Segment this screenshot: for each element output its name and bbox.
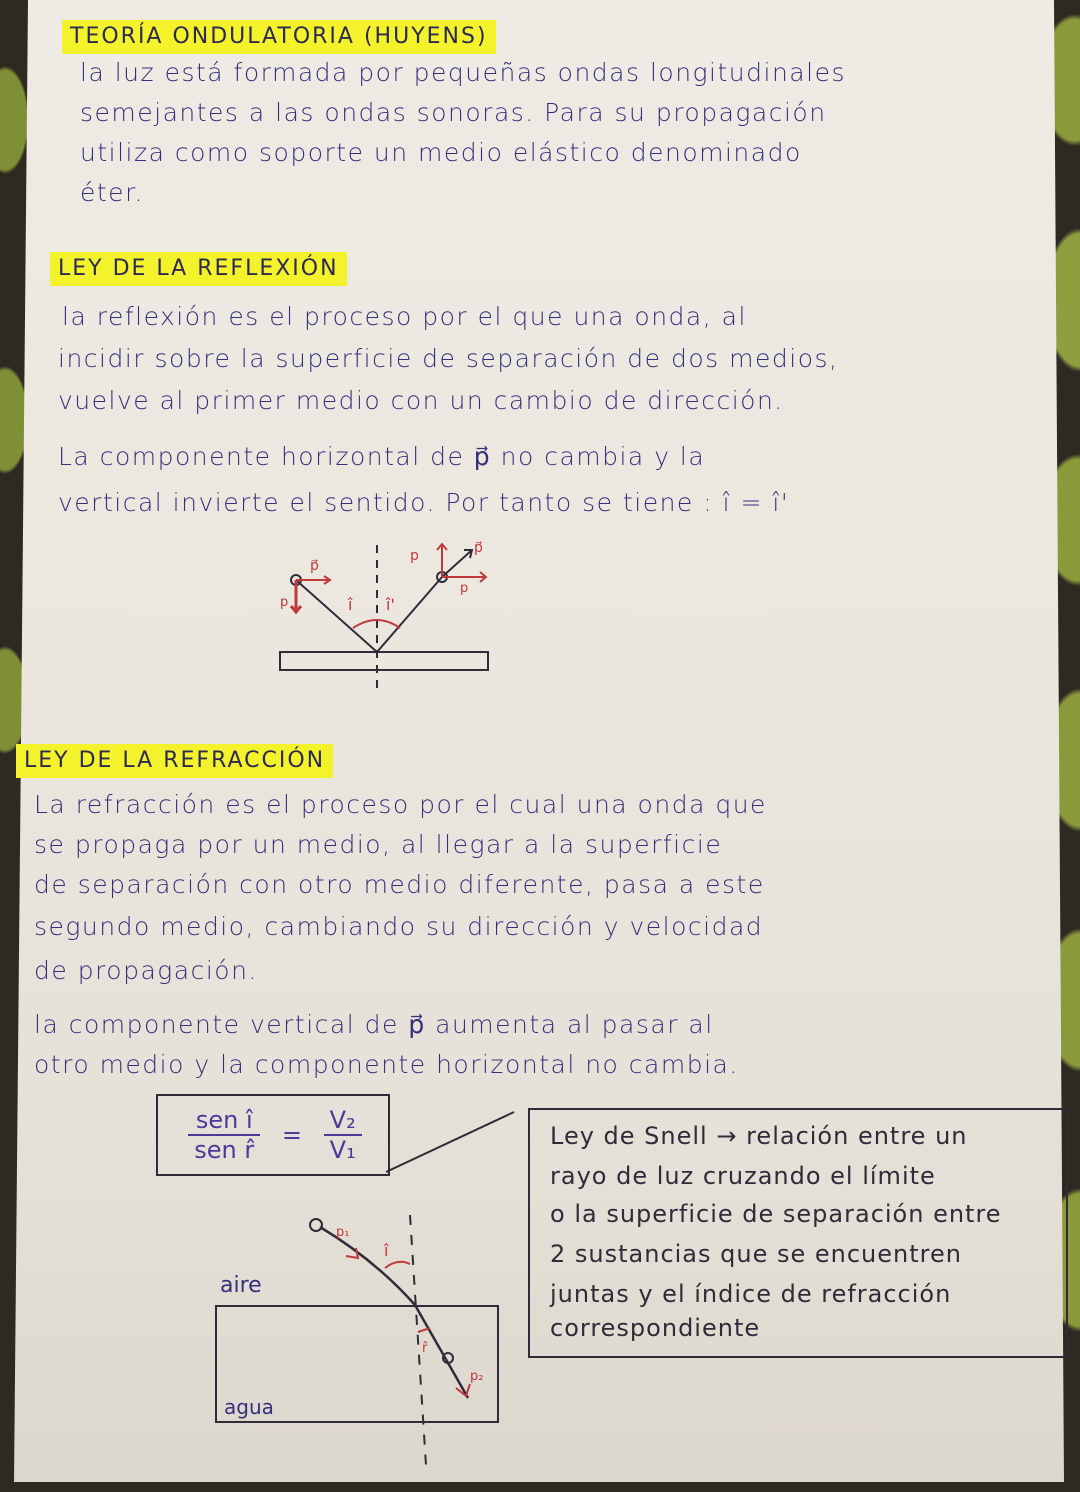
section-title-reflection-law: LEY DE LA REFLEXIÓN — [50, 252, 347, 286]
svg-text:î: î — [384, 1241, 389, 1260]
formula-denominator-sin-r: sen r̂ — [194, 1136, 255, 1164]
note-line: juntas y el índice de refracción — [550, 1280, 952, 1308]
svg-text:p₂: p₂ — [470, 1369, 484, 1384]
text-line: la luz está formada por pequeñas ondas longitudinales — [80, 58, 846, 87]
snell-law-note-box — [528, 1108, 1068, 1358]
svg-text:p: p — [460, 581, 469, 596]
text-line: la reflexión es el proceso por el que una onda, al — [62, 302, 747, 331]
snell-formula-box — [156, 1094, 390, 1176]
text-line: éter. — [80, 178, 144, 207]
text-line: la componente vertical de p⃗ aumenta al pasar al — [34, 1010, 714, 1039]
note-line: rayo de luz cruzando el límite — [550, 1162, 936, 1190]
section-title-wave-theory: TEORÍA ONDULATORIA (HUYENS) — [62, 20, 496, 54]
formula-numerator-v2: V₂ — [324, 1106, 362, 1136]
text-line: se propaga por un medio, al llegar a la superficie — [34, 830, 723, 859]
svg-text:r̂: r̂ — [422, 1341, 428, 1356]
text-line: otro medio y la componente horizontal no cambia. — [34, 1050, 739, 1079]
fraction-sines — [188, 1106, 260, 1164]
text-line: utiliza como soporte un medio elástico denominado — [80, 138, 802, 167]
svg-text:î: î — [348, 595, 353, 614]
note-line: 2 sustancias que se encuentren — [550, 1240, 962, 1268]
reflection-diagram — [250, 530, 530, 710]
svg-text:p₁: p₁ — [336, 1225, 350, 1240]
svg-text:p⃗: p⃗ — [310, 558, 319, 574]
text-line: semejantes a las ondas sonoras. Para su propagación — [80, 98, 827, 127]
text-line: incidir sobre la superficie de separación de dos medios, — [58, 344, 839, 373]
text-line: La refracción es el proceso por el cual una onda que — [34, 790, 767, 819]
text-line: vuelve al primer medio con un cambio de dirección. — [58, 386, 784, 415]
text-line: de propagación. — [34, 956, 258, 985]
svg-text:î': î' — [386, 595, 395, 614]
text-line: La componente horizontal de p⃗ no cambia y la — [58, 442, 706, 471]
text-line: vertical invierte el sentido. Por tanto se tiene : î = î' — [58, 488, 790, 517]
svg-text:p: p — [280, 595, 289, 610]
fraction-velocities — [324, 1106, 362, 1164]
formula-equals: = — [281, 1121, 303, 1149]
formula-numerator-sin-i: sen î — [188, 1106, 260, 1136]
connector-line — [386, 1110, 516, 1175]
snell-formula — [180, 1106, 370, 1164]
note-line: correspondiente — [550, 1314, 761, 1342]
svg-text:p: p — [410, 548, 419, 564]
refraction-diagram — [190, 1200, 520, 1480]
svg-text:p⃗: p⃗ — [474, 540, 483, 556]
note-line: Ley de Snell → relación entre un — [550, 1122, 968, 1150]
section-title-refraction-law: LEY DE LA REFRACCIÓN — [16, 744, 333, 778]
formula-denominator-v1: V₁ — [329, 1136, 356, 1164]
svg-text:agua: agua — [224, 1395, 274, 1419]
svg-text:aire: aire — [220, 1273, 262, 1298]
text-line: de separación con otro medio diferente, pasa a este — [34, 870, 765, 899]
note-line: o la superficie de separación entre — [550, 1200, 1002, 1228]
text-line: segundo medio, cambiando su dirección y velocidad — [34, 912, 764, 941]
